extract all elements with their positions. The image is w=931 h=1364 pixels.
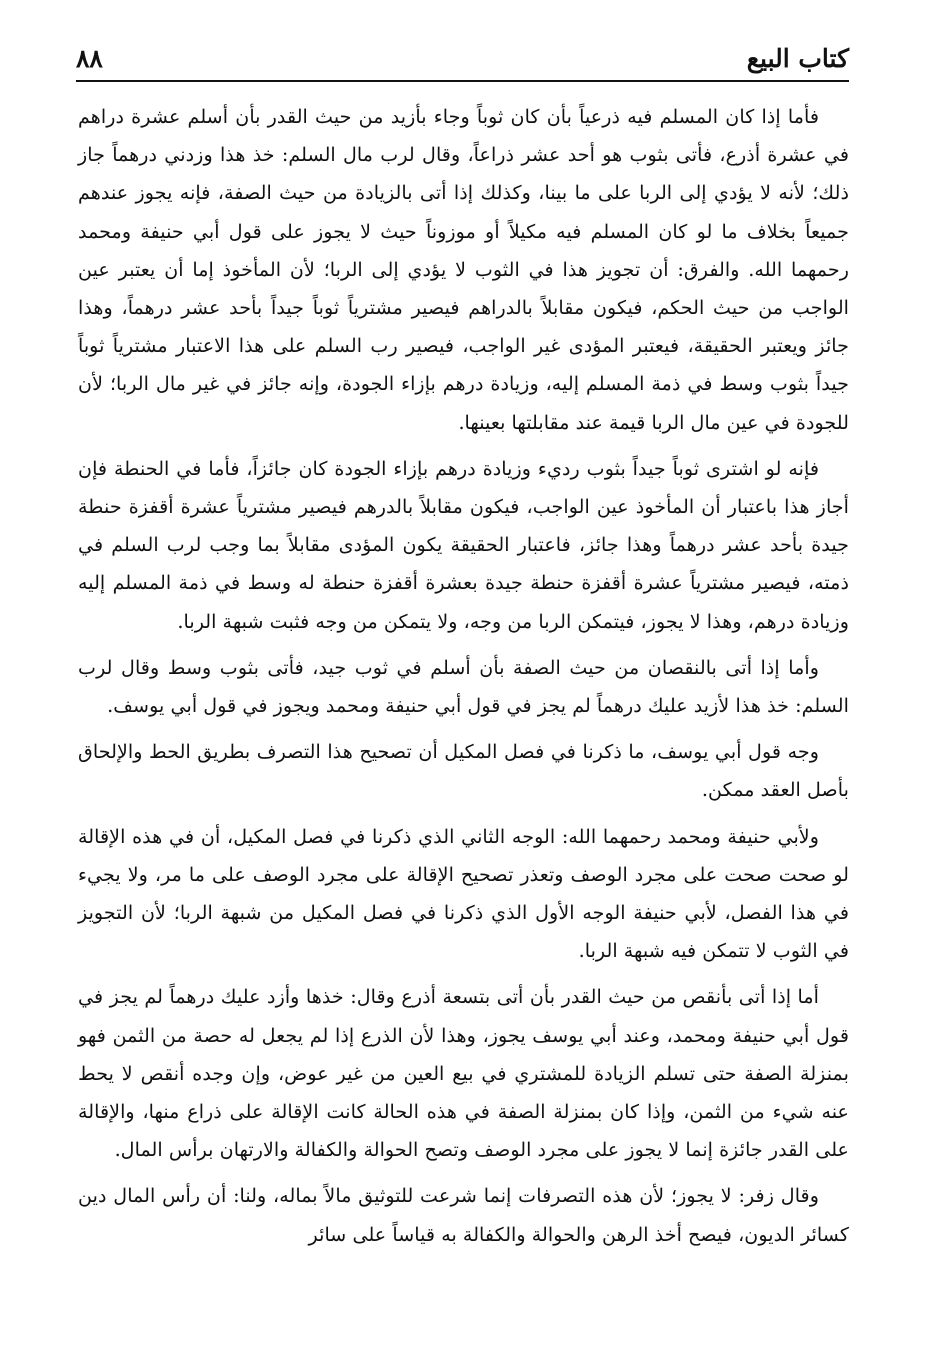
running-title: كتاب البيع [746,44,849,73]
paragraph: وقال زفر: لا يجوز؛ لأن هذه التصرفات إنما شرعت للتوثيق مالاً بماله، ولنا: أن رأس المال دين كسائر الديون، فيصح أخذ الرهن والحوالة والكفالة به قياساً على سائر [78,1184,849,1246]
paragraph: فإنه لو اشترى ثوباً جيداً بثوب رديء وزيادة درهم بإزاء الجودة كان جائزاً، فأما في الحنطة فإن أجاز هذا باعتبار أن المأخوذ عين الواجب، فيكون مقابلاً بالدرهم فيصير مشترياً عشرة أقفزة حنطة جيدة بأحد عشر درهماً وهذا جائز، فاعتبار الحقيقة يكون المؤدى مقابلاً بما وجب لرب السلم في ذمته، فيصير مشترياً عشرة أقفزة حنطة جيدة بعشرة أقفزة حنطة له وسط في ذمة المسلم إليه وزيادة درهم، وهذا لا يجوز، فيتمكن الربا من وجه، ولا يتمكن من وجه فثبت شبهة الربا. [78,456,849,633]
page-body [78,98,849,1262]
paragraph: وجه قول أبي يوسف، ما ذكرنا في فصل المكيل أن تصحيح هذا التصرف بطريق الحط والإلحاق بأصل العقد ممكن. [78,740,849,802]
paragraph: فأما إذا كان المسلم فيه ذرعياً بأن كان ثوباً وجاء بأزيد من حيث القدر بأن أسلم عشرة دراهم في عشرة أذرع، فأتى بثوب هو أحد عشر ذراعاً، وقال لرب مال السلم: خذ هذا وزدني درهماً جاز ذلك؛ لأنه لا يؤدي إلى الربا على ما بينا، وكذلك إذا أتى بالزيادة من حيث الصفة، فإنه يجوز عندهم جميعاً بخلاف ما لو كان المسلم فيه مكيلاً أو موزوناً حيث لا يجوز على قول أبي حنيفة ومحمد رحمهما الله. والفرق: أن تجويز هذا في الثوب لا يؤدي إلى الربا؛ لأن المأخوذ إما أن يعتبر عين الواجب من حيث الحكم، فيكون مقابلاً بالدراهم فيصير مشترياً ثوباً جيداً بأحد عشر درهماً، وهذا جائز ويعتبر الحقيقة، فيعتبر المؤدى غير الواجب، فيصير رب السلم على هذا الاعتبار مشترياً ثوباً جيداً بثوب وسط في ذمة المسلم إليه، وزيادة درهم بإزاء الجودة، وإنه جائز في غير مال الربا؛ لأن للجودة في عين مال الربا قيمة عند مقابلتها بعينها. [78,105,849,434]
paragraph: ولأبي حنيفة ومحمد رحمهما الله: الوجه الثاني الذي ذكرنا في فصل المكيل، أن في هذه الإقالة لو صحت صحت على مجرد الوصف وتعذر تصحيح الإقالة على مجرد الوصف على ما مر، ولا يجيء في هذا الفصل، لأبي حنيفة الوجه الأول الذي ذكرنا في فصل المكيل من شبهة الربا؛ لأن التجويز في الثوب لا تتمكن فيه شبهة الربا. [78,824,849,963]
page-number: ٨٨ [76,44,103,73]
paragraph: وأما إذا أتى بالنقصان من حيث الصفة بأن أسلم في ثوب جيد، فأتى بثوب وسط وقال لرب السلم: خذ هذا لأزيد عليك درهماً لم يجز في قول أبي حنيفة ومحمد ويجوز في قول أبي يوسف. [78,655,849,718]
paragraph: أما إذا أتى بأنقص من حيث القدر بأن أتى بتسعة أذرع وقال: خذها وأزد عليك درهماً لم يجز في قول أبي حنيفة ومحمد، وعند أبي يوسف يجوز، وهذا لأن الذرع إذا لم يجعل له حصة من الثمن فهو بمنزلة الصفة حتى تسلم الزيادة للمشتري في بيع العين من غير عوض، وإن وجده أنقص لا يحط عنه شيء من الثمن، وإذا كان بمنزلة الصفة في هذه الحالة كانت الإقالة على ذراع منها، والإقالة على القدر جائزة إنما لا يجوز على مجرد الوصف وتصح الحوالة والكفالة والارتهان برأس المال. [78,985,849,1162]
page-header [76,36,849,82]
